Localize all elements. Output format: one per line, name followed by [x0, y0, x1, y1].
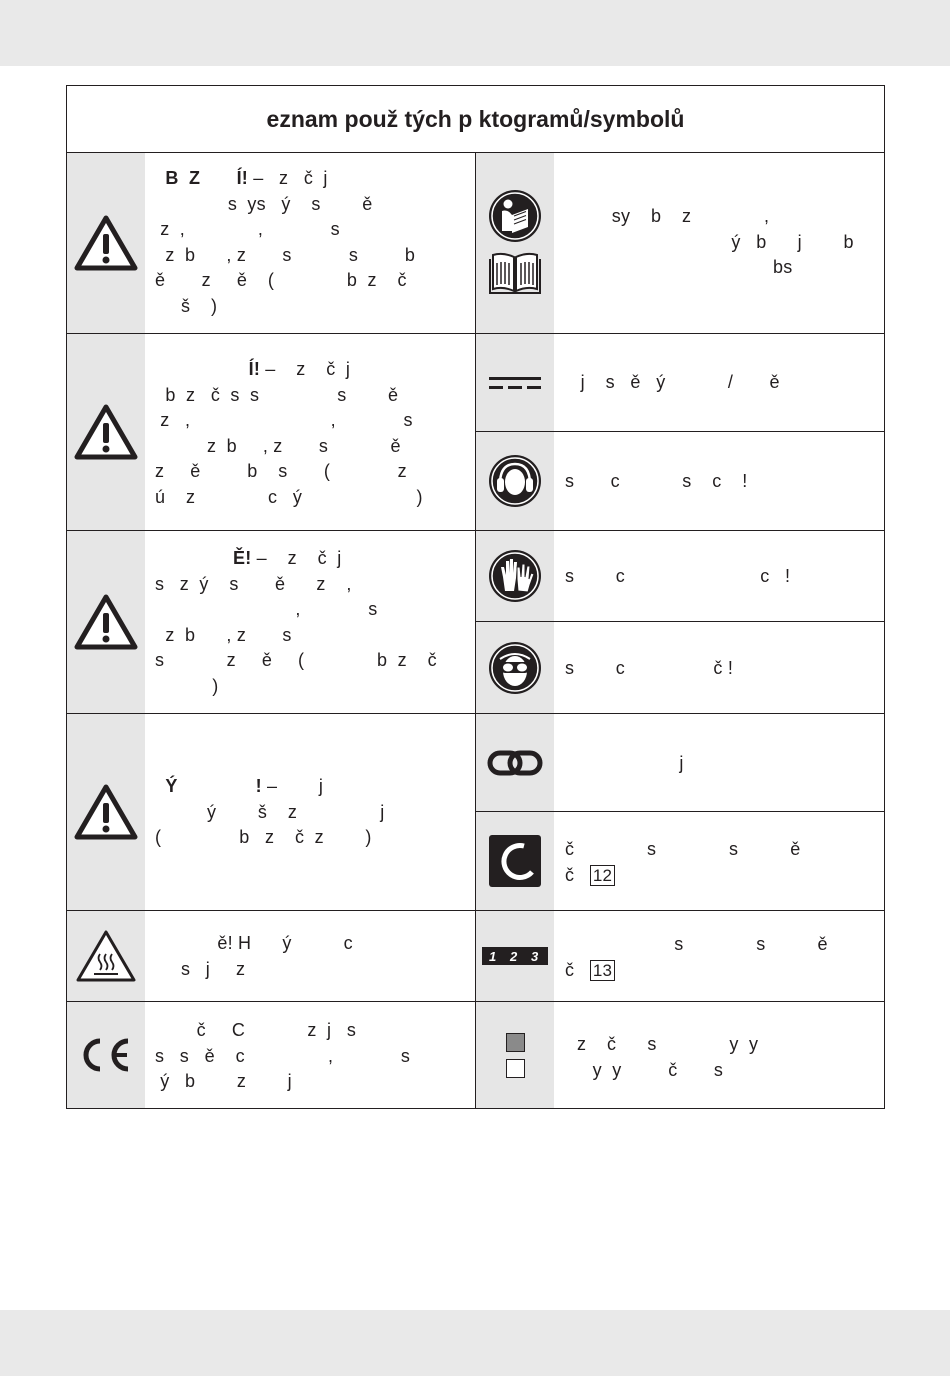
text-line: č C z j s	[155, 1020, 357, 1040]
text-line: š )	[155, 295, 218, 316]
figure-reference: 12	[590, 865, 615, 886]
direct-current-icon	[476, 334, 554, 431]
signal-word: Ě!	[155, 548, 252, 568]
text-line: ý b j b	[565, 231, 854, 252]
text-line: s z ě ( b z č	[155, 650, 437, 670]
text-line: ě! H ý c	[155, 933, 353, 953]
hot-surface-text	[155, 931, 353, 982]
warning-triangle-icon	[67, 714, 145, 910]
grey-square-icon	[506, 1033, 525, 1052]
squares-legend-icon	[476, 1002, 554, 1108]
text-line: s j z	[155, 958, 246, 979]
text-line: s s ě	[565, 934, 828, 954]
text-line: ý š z j	[155, 801, 385, 822]
text-line: z b , z s	[155, 624, 292, 645]
danger-warning-text	[155, 166, 415, 319]
segment-text	[565, 932, 828, 983]
safety-goggles-icon	[476, 622, 554, 713]
white-square-icon	[506, 1059, 525, 1078]
signal-word: B Z Í!	[155, 168, 248, 188]
read-manual-icon	[476, 153, 554, 333]
text-line: , s	[155, 599, 378, 619]
table-title: eznam použ tých p ktogramů/symbolů	[67, 86, 884, 153]
text-line: – j	[261, 776, 324, 796]
signal-word: Í!	[155, 359, 261, 379]
text-line: z , , s	[155, 410, 413, 430]
text-line: č	[565, 959, 575, 980]
text-line: ( b z č z )	[155, 827, 372, 847]
text-line: bs	[565, 257, 793, 277]
text-line: ú z c ý )	[155, 486, 423, 507]
text-line: č s s ě	[565, 839, 801, 859]
hearing-protection-text: s c s c !	[565, 471, 748, 491]
gloves-text: s c c !	[565, 566, 791, 586]
text-line: ý b z j	[155, 1071, 292, 1091]
text-line: z b , z s s b	[155, 244, 416, 265]
ce-conformity-text	[155, 1018, 410, 1095]
protective-gloves-icon	[476, 531, 554, 621]
hearing-protection-icon	[476, 432, 554, 530]
squares-text	[577, 1032, 758, 1083]
connection-text: j	[565, 753, 684, 773]
bottom-margin-band	[0, 1310, 950, 1376]
signal-word: Ý !	[155, 776, 262, 796]
svg-text:2: 2	[510, 949, 518, 964]
warning-triangle-icon	[67, 531, 145, 713]
figure-reference: 13	[590, 960, 615, 981]
direct-current-text: j s ě ý / ě	[565, 372, 780, 392]
charge-text	[565, 837, 800, 888]
warning-text	[155, 357, 423, 510]
svg-text:3: 3	[531, 949, 539, 964]
hot-surface-icon	[67, 911, 145, 1001]
text-line: – z č j	[260, 359, 351, 379]
attention-text	[155, 774, 384, 851]
charge-display-icon	[476, 812, 554, 910]
svg-text:1: 1	[489, 949, 497, 964]
warning-triangle-icon	[67, 153, 145, 333]
text-line: )	[155, 675, 219, 696]
goggles-text: s c č !	[565, 658, 734, 678]
segment-display-icon	[476, 911, 554, 1001]
text-line: y y č s	[577, 1059, 724, 1080]
top-margin-band	[0, 0, 950, 66]
symbols-table	[66, 85, 885, 1109]
text-line: z , , s	[155, 219, 340, 239]
text-line: č	[565, 864, 575, 885]
text-line: z ě b s ( z	[155, 461, 407, 481]
text-line: s z ý s ě z ,	[155, 573, 352, 594]
chain-link-icon	[476, 714, 554, 811]
text-line: b z č s s s ě	[155, 384, 399, 405]
ce-mark-icon	[67, 1002, 145, 1108]
manual-text	[565, 204, 854, 281]
text-line: ě z ě ( b z č	[155, 270, 407, 290]
text-line: z č s y y	[577, 1034, 759, 1054]
caution-text	[155, 546, 437, 699]
text-line: – z č j	[251, 548, 342, 568]
text-line: sy b z ,	[565, 206, 770, 226]
text-line: s s ě c , s	[155, 1045, 411, 1066]
warning-triangle-icon	[67, 334, 145, 530]
text-line: – z č j	[248, 168, 328, 188]
text-line: z b , z s ě	[155, 435, 401, 456]
text-line: s ys ý s ě	[155, 193, 373, 214]
